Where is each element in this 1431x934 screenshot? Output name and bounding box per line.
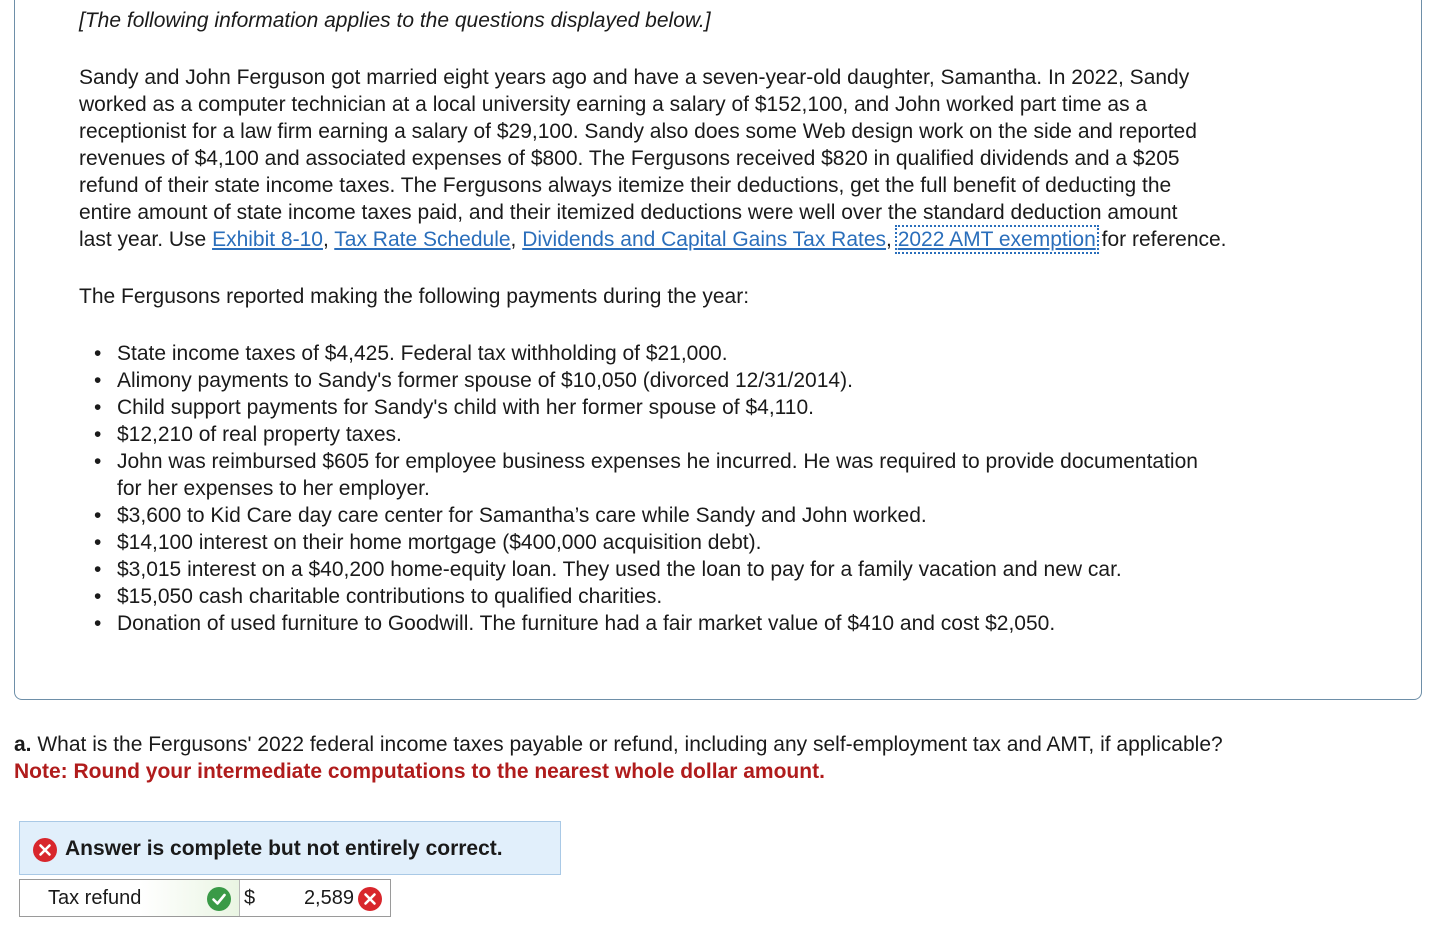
scenario-line: receptionist for a law firm earning a salary of $29,100. Sandy also does some Web design work on the side and reported xyxy=(79,120,1197,143)
scenario-line: entire amount of state income taxes paid, and their itemized deductions were well over the standard deduction amount xyxy=(79,201,1178,224)
question-a xyxy=(14,731,1223,758)
list-item-text: for her expenses to her employer. xyxy=(117,477,430,500)
feedback-text: Answer is complete but not entirely correct. xyxy=(65,837,503,860)
bullet: • xyxy=(94,369,102,392)
bullet: • xyxy=(94,612,102,635)
payments-intro: The Fergusons reported making the following payments during the year: xyxy=(79,285,750,308)
link-separator: , xyxy=(322,228,335,251)
list-item-text: Child support payments for Sandy's child with her former spouse of $4,110. xyxy=(117,396,814,419)
bullet: • xyxy=(94,450,102,473)
list-item xyxy=(79,502,1399,529)
bullet: • xyxy=(94,396,102,419)
correct-check-icon xyxy=(207,887,231,916)
link-separator: , xyxy=(510,228,523,251)
scenario-line: revenues of $4,100 and associated expenses of $800. The Fergusons received $820 in qualified dividends and a $205 xyxy=(79,147,1180,170)
list-item xyxy=(79,610,1399,637)
list-item-text: Alimony payments to Sandy's former spouse of $10,050 (divorced 12/31/2014). xyxy=(117,369,853,392)
answer-value[interactable]: 2,589 xyxy=(303,887,354,909)
scenario-last-line xyxy=(79,226,1379,253)
list-item xyxy=(79,529,1399,556)
list-item xyxy=(79,556,1399,583)
list-item xyxy=(79,340,1399,367)
bullet: • xyxy=(94,342,102,365)
list-item-text: $12,210 of real property taxes. xyxy=(117,423,402,446)
currency-symbol: $ xyxy=(244,887,256,909)
question-label: a. xyxy=(14,733,32,756)
payments-list xyxy=(79,340,1399,637)
tax-rate-schedule-link[interactable]: Tax Rate Schedule xyxy=(334,228,511,251)
scenario-line: worked as a computer technician at a local university earning a salary of $152,100, and John worked part time as a xyxy=(79,93,1148,116)
list-item-text: $3,600 to Kid Care day care center for Samantha’s care while Sandy and John worked. xyxy=(117,504,927,527)
bullet: • xyxy=(94,585,102,608)
bullet: • xyxy=(94,531,102,554)
list-item xyxy=(79,448,1399,502)
list-item xyxy=(79,583,1399,610)
link-separator: , xyxy=(886,228,898,251)
list-item xyxy=(79,394,1399,421)
rounding-note: Note: Round your intermediate computations to the nearest whole dollar amount. xyxy=(14,760,825,783)
feedback-banner xyxy=(19,821,561,875)
list-item-text: John was reimbursed $605 for employee business expenses he incurred. He was required to provide documentation xyxy=(117,450,1198,473)
list-item-text: $15,050 cash charitable contributions to qualified charities. xyxy=(117,585,663,608)
list-item-text: Donation of used furniture to Goodwill. The furniture had a fair market value of $410 and cost $2,050. xyxy=(117,612,1056,635)
bullet: • xyxy=(94,504,102,527)
list-item xyxy=(79,367,1399,394)
bullet: • xyxy=(94,423,102,446)
list-item-text: $14,100 interest on their home mortgage ($400,000 acquisition debt). xyxy=(117,531,762,554)
amt-exemption-link[interactable]: 2022 AMT exemption xyxy=(897,228,1096,251)
question-text: What is the Fergusons' 2022 federal income taxes payable or refund, including any self-employment tax and AMT, if applicable? xyxy=(31,733,1223,756)
intro-note: [The following information applies to the questions displayed below.] xyxy=(79,9,711,32)
error-x-icon xyxy=(33,838,57,867)
incorrect-x-icon xyxy=(358,887,382,916)
answer-label: Tax refund xyxy=(48,887,142,909)
answer-row xyxy=(19,879,391,917)
dividends-capital-gains-link[interactable]: Dividends and Capital Gains Tax Rates xyxy=(522,228,887,251)
scenario-last-line-prefix: last year. Use xyxy=(79,228,213,251)
scenario-line: Sandy and John Ferguson got married eight years ago and have a seven-year-old daughter, Samantha. In 2022, Sandy xyxy=(79,66,1190,89)
answer-label-cell xyxy=(20,880,240,916)
exhibit-8-10-link[interactable]: Exhibit 8-10 xyxy=(212,228,323,251)
list-item xyxy=(79,421,1399,448)
list-item-text: $3,015 interest on a $40,200 home-equity loan. They used the loan to pay for a family vacation and new car. xyxy=(117,558,1122,581)
scenario-paragraph xyxy=(79,64,1379,253)
scenario-line: refund of their state income taxes. The Fergusons always itemize their deductions, get the full benefit of deducting the xyxy=(79,174,1172,197)
scenario-last-line-suffix: for reference. xyxy=(1095,228,1227,251)
bullet: • xyxy=(94,558,102,581)
list-item-text: State income taxes of $4,425. Federal tax withholding of $21,000. xyxy=(117,342,728,365)
